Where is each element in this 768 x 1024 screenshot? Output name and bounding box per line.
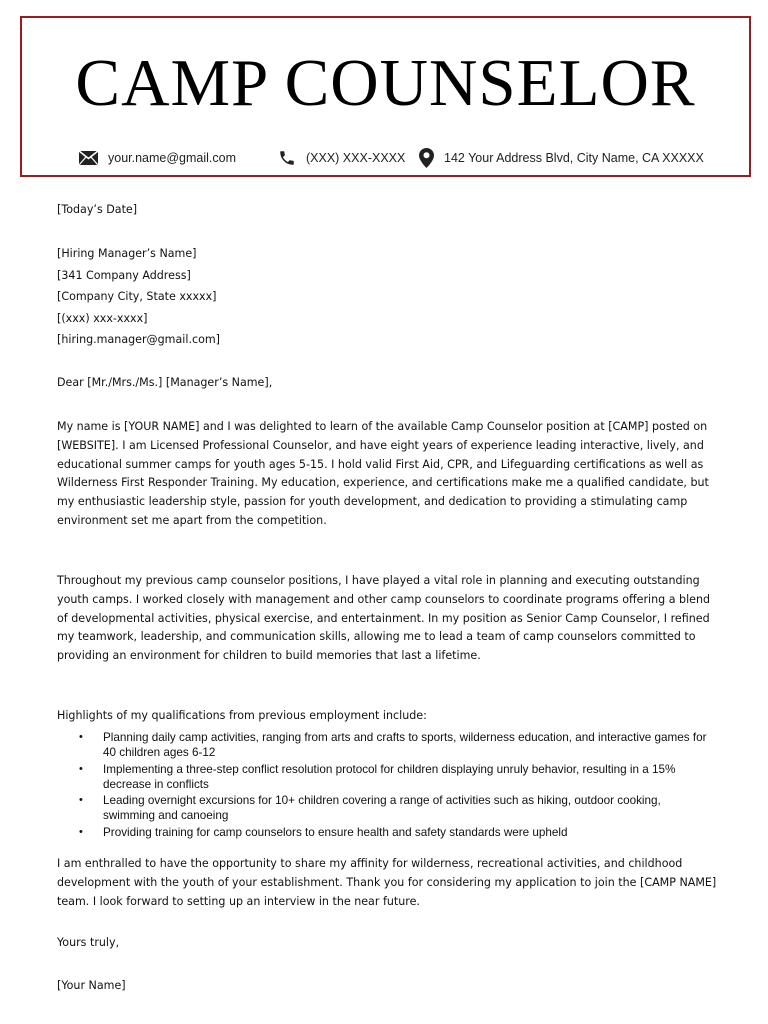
phone-icon — [278, 149, 296, 167]
signature — [57, 977, 717, 996]
highlights-intro — [57, 707, 717, 726]
address-text: 142 Your Address Blvd, City Name, CA XXXXX — [444, 151, 704, 165]
bullet-glyph: • — [79, 825, 83, 838]
contact-phone[interactable] — [278, 147, 405, 169]
paragraph-closing: I am enthralled to have the opportunity to share my affinity for wilderness, recreational activities, and childhood development with the youth of your establishment. Thank you for considering my application to join the [CAMP NAME] team. I look forward to setting up an interview in the near future. — [57, 857, 717, 908]
contact-email[interactable] — [79, 147, 236, 169]
paragraph-intro: My name is [YOUR NAME] and I was delighted to learn of the available Camp Counselor position at [CAMP] posted on [WEBSITE]. I am Licensed Professional Counselor, and have eight years of experience leading interactive, lively, and educational summer camps for youth ages 5-15. I hold valid First Aid, CPR, and Lifeguarding certifications as well as Wilderness First Responder Training. My education, experience, and certifications make me a qualified candidate, but my enthusiastic leadership style, passion for youth development, and dedication to providing a stimulating camp environment set me apart from the competition. — [57, 420, 709, 527]
email-text: your.name@gmail.com — [108, 151, 237, 165]
salutation-text: Dear [Mr./Mrs./Ms.] [Manager’s Name], — [57, 376, 273, 389]
bullet-text: Providing training for camp counselors to ensure health and safety standards were upheld — [103, 825, 568, 839]
bullet-text: Leading overnight excursions for 10+ children covering a range of activities such as hiking, outdoor cooking, swimming and canoeing — [103, 794, 661, 823]
envelope-icon — [79, 151, 98, 165]
phone-text: (XXX) XXX-XXXX — [306, 151, 406, 165]
recipient-email: [hiring.manager@gmail.com] — [57, 333, 220, 346]
recipient-phone: [(xxx) xxx-xxxx] — [57, 311, 148, 325]
bullet-text: Implementing a three-step conflict resolution protocol for children displaying unruly behavior, resulting in a 15% decrease in conflicts — [103, 762, 676, 791]
closing — [57, 934, 717, 953]
highlights-list — [57, 730, 707, 841]
page-title: CAMP COUNSELOR — [75, 46, 696, 120]
bullet-text: Planning daily camp activities, ranging from arts and crafts to sports, wilderness education, and interactive games for 40 children ages 6-12 — [103, 731, 707, 760]
contact-address[interactable] — [419, 147, 704, 169]
recipient-address: [341 Company Address] — [57, 268, 191, 282]
header-box — [20, 16, 751, 177]
list-item — [57, 730, 707, 761]
location-pin-icon — [419, 148, 434, 168]
contact-row — [22, 147, 749, 169]
list-item — [57, 793, 707, 824]
salutation — [57, 374, 717, 393]
recipient-block — [57, 245, 717, 350]
closing-text: Yours truly, — [57, 936, 120, 949]
date-text: [Today’s Date] — [57, 203, 138, 216]
signature-text: [Your Name] — [57, 979, 126, 992]
paragraph-experience: Throughout my previous camp counselor positions, I have played a vital role in planning and executing outstanding youth camps. I worked closely with management and other camp counselors to coordinate programs offering a blend of developmental activities, physical exercise, and entertainment. In my position as Senior Camp Counselor, I refined my teamwork, leadership, and communication skills, allowing me to lead a team of camp counselors committed to providing an environment for children to build memories that last a lifetime. — [57, 574, 711, 663]
list-item — [57, 825, 707, 840]
bullet-glyph: • — [79, 794, 83, 807]
bullet-glyph: • — [79, 762, 83, 775]
list-item — [57, 762, 707, 793]
bullet-glyph: • — [79, 731, 83, 743]
recipient-city: [Company City, State xxxxx] — [57, 290, 217, 303]
recipient-name: [Hiring Manager’s Name] — [57, 247, 197, 260]
highlights-intro-text: Highlights of my qualifications from previous employment include: — [57, 709, 427, 722]
letter-date — [57, 201, 717, 220]
